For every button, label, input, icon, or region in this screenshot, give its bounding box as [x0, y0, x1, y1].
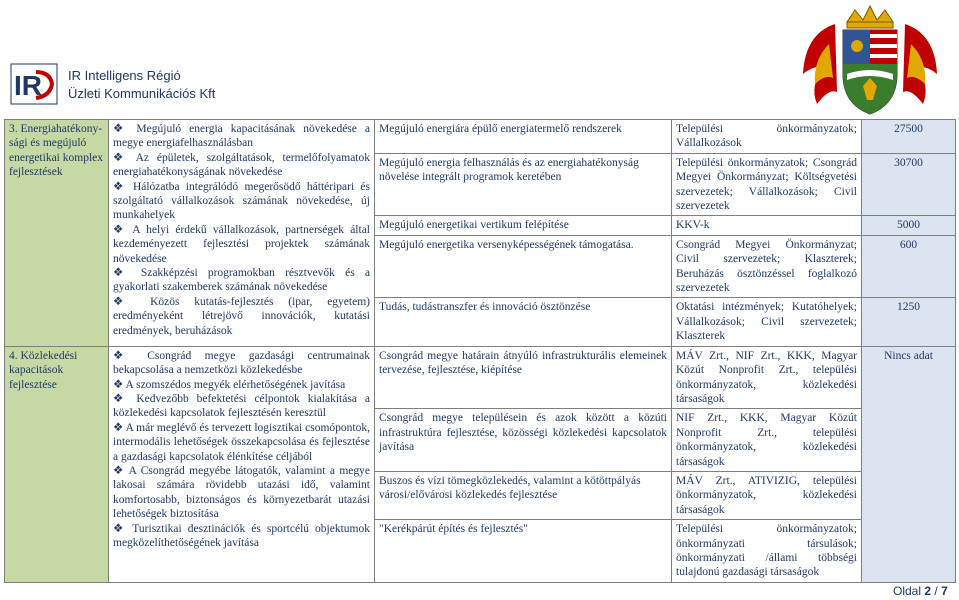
actors-cell: NIF Zrt., KKK, Magyar Közút Nonprofit Zrt., települési önkormányzatok, közlekedési társaságok [672, 409, 862, 472]
actors-cell: Települési önkormányzatok; Csongrád Megyei Önkormányzat; Költségvetési szervezetek; Vállalkozások; Civil szervezetek [672, 153, 862, 216]
goals-cell [109, 120, 375, 347]
svg-text:IR: IR [14, 70, 42, 101]
goal-item: ❖ Csongrád megye gazdasági centrumainak bekapcsolása a nemzetközi közlekedésbe [113, 349, 370, 377]
total-pages: 7 [941, 584, 948, 598]
measure-cell: Csongrád megye határain átnyúló infrastrukturális elemeinek tervezése, fejlesztése, kiépítése [375, 346, 672, 409]
budget-cell: 5000 [862, 216, 956, 235]
priority-area-cell [5, 120, 109, 347]
goal-item: ❖ A helyi érdekű vállalkozások, partnerségek által kezdeményezett fejlesztési projektek számának növekedése [113, 223, 370, 265]
goal-item: ❖ Kedvezőbb befektetési célpontok kialakítása a közlekedési kapcsolatok fejlesztésén keresztül [113, 392, 370, 420]
measure-cell: "Kerékpárút építés és fejlesztés" [375, 520, 672, 583]
measure-cell: Megújuló energetika versenyképességének támogatása. [375, 235, 672, 298]
goal-item: ❖ A szomszédos megyék elérhetőségének javítása [113, 378, 346, 391]
page-separator: / [934, 584, 938, 598]
priority-area-cell [5, 346, 109, 582]
company-name-line2: Üzleti Kommunikációs Kft [68, 86, 216, 101]
goal-item: ❖ Közös kutatás-fejlesztés (ipar, egyetem) eredményeként létrejövő innovációk, kutatási eredmények, beruházások [113, 295, 370, 337]
goal-item: ❖ Turisztikai desztinációk és sportcélú objektumok megközelíthetőségének javítása [113, 522, 370, 549]
table-row [5, 120, 956, 154]
actors-cell: Csongrád Megyei Önkormányzat; Civil szervezetek; Klaszterek; Beruházás ösztönzéssel foglalkozó szervezetek [672, 235, 862, 298]
budget-cell: Nincs adat [862, 346, 956, 582]
goal-item: ❖ A már meglévő és tervezett logisztikai csomópontok, intermodális lehetőségek összekapcsolása és fejlesztése a gazdasági kapcsolatok élénkítése céljából [113, 421, 370, 463]
page-number [893, 584, 948, 598]
measure-cell: Megújuló energia felhasználás és az energiahatékonyság növelése integrált programok keretében [375, 153, 672, 216]
priority-area-label: 3. Energiahatékony-sági és megújuló energetikai komplex fejlesztések [9, 123, 103, 179]
company-logo [10, 62, 216, 106]
priority-area-label: 4. Közlekedési kapacitások fejlesztése [9, 349, 78, 391]
actors-cell: Oktatási intézmények; Kutatóhelyek; Vállalkozások; Civil szervezetek; Klaszterek [672, 298, 862, 346]
budget-cell: 27500 [862, 120, 956, 154]
goal-item: ❖ Hálózatba integrálódó megerősödő háttéripari és szolgáltató vállalkozások számának növekedése, új munkahelyek [113, 180, 370, 222]
company-name-line1: IR Intelligens Régió [68, 68, 181, 83]
measure-cell: Megújuló energiára épülő energiatermelő rendszerek [375, 120, 672, 154]
budget-cell: 1250 [862, 298, 956, 346]
measure-cell: Tudás, tudástranszfer és innováció ösztönzése [375, 298, 672, 346]
goal-item: ❖ Szakképzési programokban résztvevők és a gyakorlati szakemberek számának növekedése [113, 267, 370, 294]
measure-cell: Buszos és vízi tömegközlekedés, valamint a kötöttpályás városi/elővárosi közlekedés fejlesztése [375, 471, 672, 519]
actors-cell: MÁV Zrt., ATIVIZIG, települési önkormányzatok, közlekedési társaságok [672, 471, 862, 519]
actors-cell: KKV-k [672, 216, 862, 235]
actors-cell: Települési önkormányzatok; Vállalkozások [672, 120, 862, 154]
goals-cell [109, 346, 375, 582]
current-page: 2 [924, 584, 932, 598]
actors-cell: MÁV Zrt., NIF Zrt., KKK, Magyar Közút Nonprofit Zrt., települési önkormányzatok, közlekedési társaságok [672, 346, 862, 409]
ir-logo-icon [10, 62, 58, 106]
table-row [5, 346, 956, 409]
page-label: Oldal [893, 584, 922, 598]
goal-item: ❖ Megújuló energia kapacitásának növekedése a megye energiafelhasználásban [113, 123, 370, 150]
budget-cell: 30700 [862, 153, 956, 216]
goal-item: ❖ Az épületek, szolgáltatások, termelőfolyamatok energiahatékonyságának növekedése [113, 151, 370, 179]
county-coat-of-arms-icon [795, 4, 945, 116]
development-plan-table [4, 119, 956, 583]
goal-item: ❖ A Csongrád megyébe látogatók, valamint a megye lakosai számára rövidebb utazási idő, valamint komfortosabb, biztonságos és környezetbarát utazási lehetőségek biztosítása [113, 464, 370, 521]
actors-cell: Települési önkormányzatok; önkormányzati társulások; önkormányzati /állami többségi tulajdonú gazdasági társaságok [672, 520, 862, 583]
budget-cell: 600 [862, 235, 956, 298]
page-header [0, 0, 959, 118]
measure-cell: Megújuló energetikai vertikum felépítése [375, 216, 672, 235]
measure-cell: Csongrád megye településein és azok között a közúti infrastruktúra fejlesztése, közösségi közlekedési kapcsolatok javítása [375, 409, 672, 472]
